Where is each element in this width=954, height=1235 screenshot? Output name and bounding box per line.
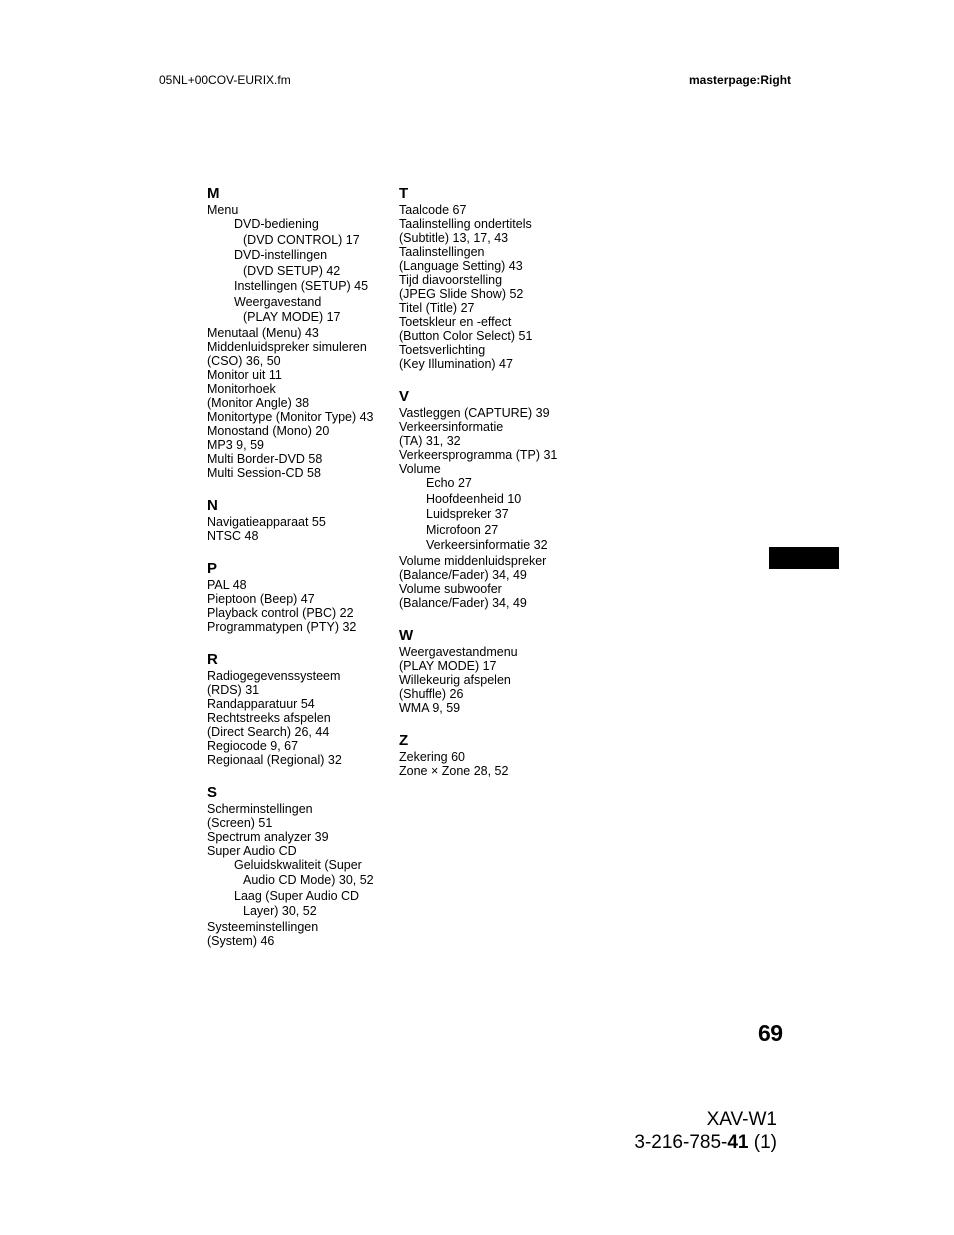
index-entry: Middenluidspreker simuleren: [207, 339, 367, 354]
index-column-right: [399, 186, 599, 796]
index-entry: Regiocode 9, 67: [207, 738, 299, 753]
index-entry: Monostand (Mono) 20: [207, 423, 330, 438]
index-section: [399, 389, 599, 610]
header-masterpage: masterpage:Right: [689, 73, 792, 87]
section-letter: Z: [399, 731, 409, 749]
section-tab-marker: [769, 547, 839, 569]
index-entry: (CSO) 36, 50: [207, 353, 281, 368]
index-section: [399, 186, 599, 371]
index-entry: Regionaal (Regional) 32: [207, 752, 342, 767]
model-block: [634, 1108, 777, 1154]
index-entry: (Language Setting) 43: [399, 259, 523, 273]
index-section: [207, 652, 392, 767]
index-entry: Taalinstelling ondertitels: [399, 217, 532, 231]
section-letter: N: [207, 496, 218, 514]
index-entry: (Subtitle) 13, 17, 43: [399, 231, 509, 245]
section-letter: M: [207, 185, 220, 202]
index-entry: Randapparatuur 54: [207, 696, 315, 711]
index-section: [207, 561, 392, 634]
index-subentry: [234, 858, 392, 889]
index-section: [207, 186, 392, 480]
index-subentry: [234, 295, 392, 326]
index-entry: Verkeersinformatie: [399, 420, 504, 434]
subentry-line: Verkeersinformatie 32: [426, 538, 548, 552]
index-entry: (Balance/Fader) 34, 49: [399, 567, 527, 582]
index-entry: Monitorhoek: [207, 381, 276, 396]
index-subentry: [426, 507, 599, 523]
index-entry: Multi Border-DVD 58: [207, 451, 323, 466]
index-entry: Weergavestandmenu: [399, 644, 518, 659]
index-subentry: [426, 538, 599, 554]
subentry-line: Echo 27: [426, 476, 472, 490]
index-entry: (System) 46: [207, 933, 275, 948]
index-entry: Taalinstellingen: [399, 245, 485, 259]
index-subentry: [234, 279, 392, 295]
subentry-continuation: (PLAY MODE) 17: [243, 310, 341, 324]
subentry-line: DVD-bediening: [234, 217, 319, 231]
index-entry: Volume subwoofer: [399, 581, 502, 596]
subentry-continuation: (DVD CONTROL) 17: [243, 232, 360, 247]
index-entry: (Monitor Angle) 38: [207, 395, 310, 410]
index-entry: NTSC 48: [207, 528, 259, 543]
index-entry: Pieptoon (Beep) 47: [207, 591, 315, 606]
index-entry: Toetsverlichting: [399, 343, 486, 357]
index-entry: Tijd diavoorstelling: [399, 273, 503, 287]
index-entry: Taalcode 67: [399, 203, 467, 217]
section-letter: W: [399, 626, 414, 644]
subentry-line: Luidspreker 37: [426, 507, 509, 521]
index-entry: Systeeminstellingen: [207, 919, 319, 934]
index-entry: Zone × Zone 28, 52: [399, 763, 509, 778]
page-number: 69: [758, 1020, 783, 1046]
index-subentry: [234, 889, 392, 920]
subentry-line: Hoofdeenheid 10: [426, 491, 522, 506]
index-entry: Toetskleur en -effect: [399, 315, 512, 329]
index-section: [207, 785, 392, 948]
index-entry: Vastleggen (CAPTURE) 39: [399, 406, 550, 420]
index-entry: (Direct Search) 26, 44: [207, 724, 330, 739]
part-number-suffix: (1): [748, 1132, 777, 1153]
index-entry: (Key Illumination) 47: [399, 357, 513, 371]
subentry-line: DVD-instellingen: [234, 248, 328, 262]
section-letter: S: [207, 783, 218, 801]
index-column-left: [207, 186, 392, 966]
subentry-line: Geluidskwaliteit (Super: [234, 857, 362, 872]
index-section: [207, 498, 392, 543]
index-entry: (Balance/Fader) 34, 49: [399, 595, 527, 610]
index-subentry: [426, 492, 599, 508]
subentry-continuation: (DVD SETUP) 42: [243, 263, 341, 278]
index-entry: Rechtstreeks afspelen: [207, 710, 331, 725]
index-entry: Menutaal (Menu) 43: [207, 325, 319, 340]
index-entry: PAL 48: [207, 577, 247, 592]
index-entry: Multi Session-CD 58: [207, 465, 321, 480]
index-entry: Titel (Title) 27: [399, 301, 475, 315]
index-entry: WMA 9, 59: [399, 700, 461, 715]
header-filename: 05NL+00COV-EURIX.fm: [159, 73, 291, 87]
subentry-line: Laag (Super Audio CD: [234, 888, 360, 903]
index-entry: Volume: [399, 462, 441, 476]
part-number-bold: 41: [727, 1132, 749, 1153]
subentry-continuation: Audio CD Mode) 30, 52: [243, 873, 374, 887]
subentry-line: Weergavestand: [234, 294, 322, 309]
index-section: [399, 628, 599, 715]
section-letter: R: [207, 650, 218, 668]
index-entry: Zekering 60: [399, 749, 466, 764]
index-entry: Monitor uit 11: [207, 367, 282, 382]
subentry-line: Microfoon 27: [426, 522, 499, 537]
index-subentry: [234, 217, 392, 248]
index-entry: Verkeersprogramma (TP) 31: [399, 448, 558, 462]
section-letter: V: [399, 388, 410, 405]
index-entry: (Shuffle) 26: [399, 686, 464, 701]
index-entry: Spectrum analyzer 39: [207, 829, 329, 844]
index-entry: (RDS) 31: [207, 682, 260, 697]
index-entry: Menu: [207, 203, 239, 217]
index-entry: Scherminstellingen: [207, 801, 313, 816]
index-entry: (Button Color Select) 51: [399, 329, 533, 343]
index-entry: Navigatieapparaat 55: [207, 514, 326, 529]
index-entry: (Screen) 51: [207, 815, 273, 830]
index-subentry: [426, 523, 599, 539]
index-entry: Volume middenluidspreker: [399, 553, 547, 568]
index-entry: Willekeurig afspelen: [399, 672, 511, 687]
index-entry: MP3 9, 59: [207, 437, 264, 452]
index-entry: Super Audio CD: [207, 843, 297, 858]
index-subentry: [234, 248, 392, 279]
subentry-continuation: Layer) 30, 52: [243, 904, 317, 918]
section-letter: P: [207, 559, 218, 577]
index-entry: Monitortype (Monitor Type) 43: [207, 409, 374, 424]
model-name: XAV-W1: [706, 1109, 777, 1130]
part-number: [634, 1131, 777, 1154]
index-subentry: [426, 476, 599, 492]
index-entry: Programmatypen (PTY) 32: [207, 619, 357, 634]
index-entry: Playback control (PBC) 22: [207, 605, 354, 620]
index-entry: Radiogegevenssysteem: [207, 668, 341, 683]
index-entry: (PLAY MODE) 17: [399, 658, 497, 673]
index-section: [399, 733, 599, 778]
section-letter: T: [399, 185, 409, 202]
part-number-prefix: 3-216-785-: [634, 1132, 728, 1153]
subentry-line: Instellingen (SETUP) 45: [234, 279, 369, 293]
index-entry: (JPEG Slide Show) 52: [399, 287, 524, 301]
index-entry: (TA) 31, 32: [399, 434, 461, 448]
